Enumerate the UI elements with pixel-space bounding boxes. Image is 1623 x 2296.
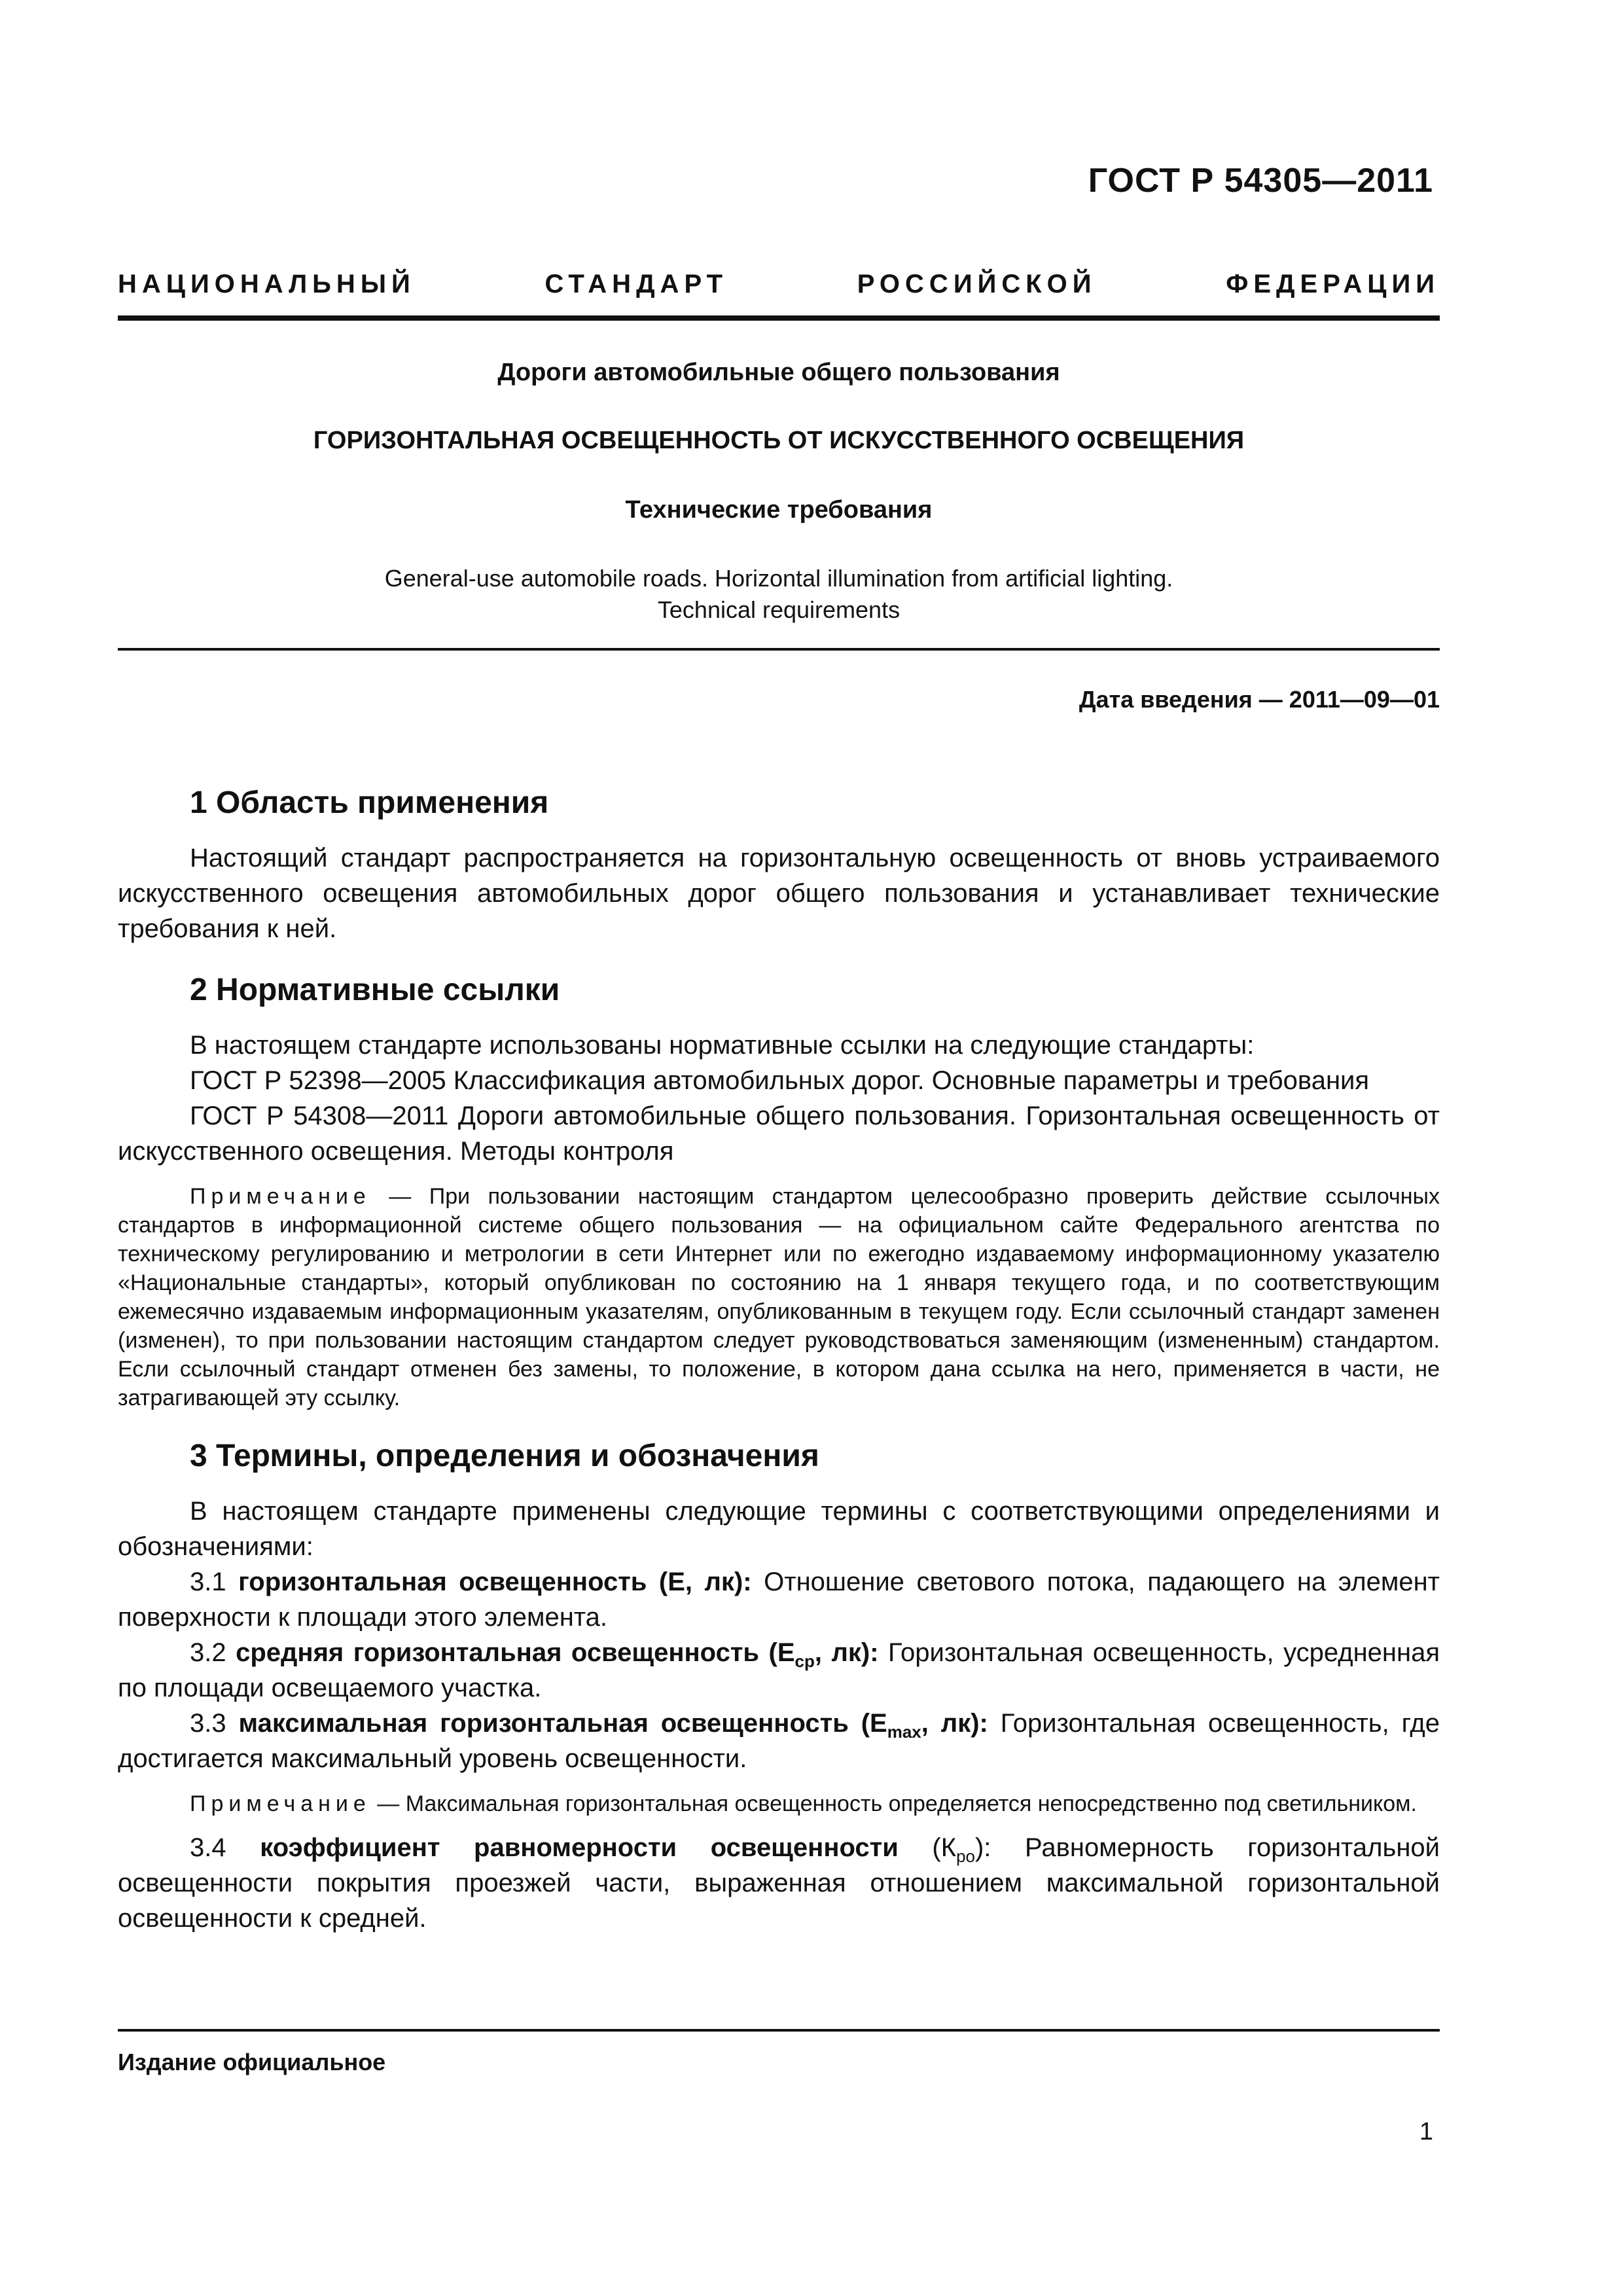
term-number: 3.4	[190, 1833, 226, 1862]
term-definition: Горизонтальная освещенность, усредненная по площади освещаемого участка.	[118, 1638, 1440, 1702]
title-sub: Технические требования	[625, 496, 933, 524]
term-number: 3.1	[190, 1568, 226, 1596]
section-2-title: 2 Нормативные ссылки	[190, 973, 560, 1007]
header-word: ФЕДЕРАЦИИ	[1226, 270, 1440, 298]
term-name: коэффициент равномерности освещенности	[260, 1833, 899, 1862]
section-3-paragraph: В настоящем стандарте применены следующие термины с соответствующими определениями и обозначениями:	[118, 1497, 1440, 1561]
header-word: НАЦИОНАЛЬНЫЙ	[118, 270, 416, 298]
footer-divider	[118, 2029, 1440, 2032]
section-2-note	[118, 1182, 1440, 1412]
normative-reference: ГОСТ Р 54308—2011 Дороги автомобильные общего пользования. Горизонтальная освещенность от искусственного освещения. Методы контроля	[118, 1102, 1440, 1166]
section-1-title: 1 Область применения	[190, 785, 549, 820]
title-english	[118, 563, 1440, 626]
national-standard-header	[118, 270, 1440, 299]
header-word: СТАНДАРТ	[544, 270, 728, 298]
section-3-title: 3 Термины, определения и обозначения	[190, 1439, 819, 1473]
document-code: ГОСТ Р 54305—2011	[1088, 162, 1433, 200]
term-3-1	[118, 1564, 1440, 1635]
note-label: Примечание	[190, 1184, 371, 1209]
term-3-4: 3.4 коэффициент равномерности освещенности $(К_{ро})$: Равномерность горизонтальной освещенности покрытия проезжей части, выраженная отношением максимальной горизонтальной освещенности к средней.	[118, 1833, 1440, 1933]
term-3-3	[118, 1706, 1440, 1776]
title-english-line2: Technical requirements	[657, 596, 901, 623]
note-label: Примечание	[190, 1791, 371, 1816]
publication-label: Издание официальное	[118, 2049, 386, 2075]
term-name: средняя горизонтальная освещенность ($Е_{ср}$, лк):	[236, 1638, 879, 1671]
term-definition: Горизонтальная освещенность, где достигается максимальный уровень освещенности.	[118, 1709, 1440, 1773]
term-definition: Равномерность горизонтальной освещенности покрытия проезжей части, выраженная отношением максимальной горизонтальной освещенности к средней.	[118, 1833, 1440, 1933]
document-body	[118, 785, 1440, 1936]
page-number: 1	[1419, 2118, 1433, 2145]
term-number: 3.3	[190, 1709, 226, 1738]
term-number: 3.2	[190, 1638, 226, 1667]
term-name: горизонтальная освещенность (Е, лк):	[238, 1568, 752, 1596]
term-definition: Отношение светового потока, падающего на элемент поверхности к площади этого элемента.	[118, 1568, 1440, 1632]
term-3-2	[118, 1635, 1440, 1706]
note-text: — При пользовании настоящим стандартом целесообразно проверить действие ссылочных стандартов в информационной системе общего пользования — на официальном сайте Федерального агентства по техническому регулированию и метрологии в сети Интернет или по ежегодно издаваемому информационному указателю «Национальные стандарты», который опубликован по состоянию на 1 января текущего года, и по соответствующим ежемесячно издаваемым информационным указателям, опубликованным в текущем году. Если ссылочный стандарт заменен (изменен), то при пользовании настоящим стандартом следует руководствоваться заменяющим (измененным) стандартом. Если ссылочный стандарт отменен без замены, то положение, в котором дана ссылка на него, применяется в части, не затрагивающей эту ссылку.	[118, 1184, 1440, 1410]
term-name: максимальная горизонтальная освещенность ($Е_{max}$, лк):	[238, 1709, 988, 1742]
title-divider	[118, 648, 1440, 651]
section-3-note	[118, 1789, 1440, 1818]
introduction-date: Дата введения — 2011—09—01	[1079, 686, 1440, 713]
section-1-paragraph: Настоящий стандарт распространяется на горизонтальную освещенность от вновь устраиваемого искусственного освещения автомобильных дорог общего пользования и устанавливает технические требования к ней.	[118, 844, 1440, 943]
section-2-paragraph: В настоящем стандарте использованы нормативные ссылки на следующие стандарты:	[190, 1031, 1255, 1060]
title-group: Дороги автомобильные общего пользования	[497, 359, 1060, 386]
note-text: — Максимальная горизонтальная освещенность определяется непосредственно под светильником.	[370, 1791, 1417, 1816]
title-english-line1: General-use automobile roads. Horizontal illumination from artificial lighting.	[384, 565, 1173, 592]
normative-reference: ГОСТ Р 52398—2005 Классификация автомобильных дорог. Основные параметры и требования	[190, 1066, 1370, 1095]
header-divider	[118, 315, 1440, 321]
header-word: РОССИЙСКОЙ	[857, 270, 1097, 298]
title-main: ГОРИЗОНТАЛЬНАЯ ОСВЕЩЕННОСТЬ ОТ ИСКУССТВЕННОГО ОСВЕЩЕНИЯ	[313, 427, 1245, 454]
